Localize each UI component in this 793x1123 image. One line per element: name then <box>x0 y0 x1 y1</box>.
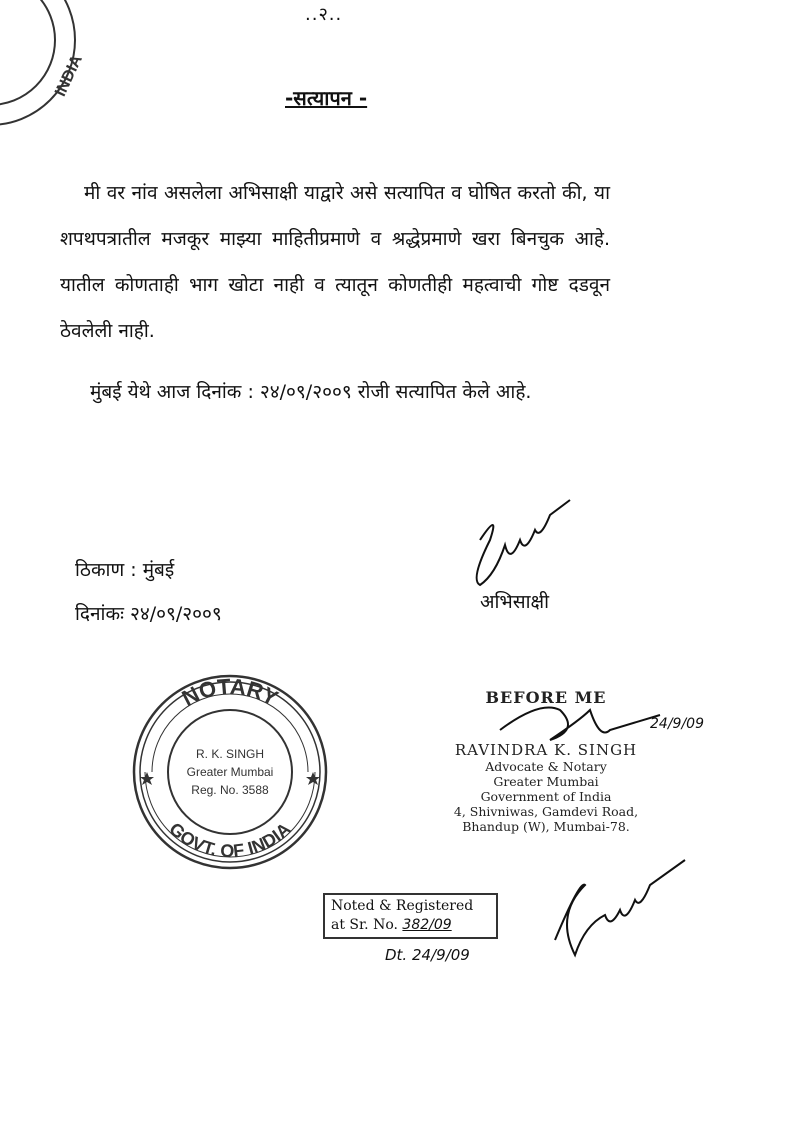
page-title: -सत्यापन - <box>285 86 368 110</box>
notary-line: Greater Mumbai <box>493 774 599 789</box>
notary-line: Bhandup (W), Mumbai-78. <box>462 819 630 834</box>
date: दिनांकः २४/०९/२००९ <box>75 603 222 625</box>
notary-line: Government of India <box>480 789 612 804</box>
main-text-column <box>60 84 610 628</box>
place: ठिकाण : मुंबई <box>75 559 175 581</box>
registration-date: Dt. 24/9/09 <box>385 946 470 964</box>
registration-serial: 382/09 <box>402 917 452 933</box>
registration-line2 <box>331 916 490 935</box>
seal-inner-line: Greater Mumbai <box>186 765 274 779</box>
notary-stamp <box>446 688 646 834</box>
deponent-label: अभिसाक्षी <box>480 591 550 613</box>
registration-stamp <box>323 893 498 939</box>
star-icon <box>140 772 154 785</box>
verification-date-line: मुंबई येथे आज दिनांक : २४/०९/२००९ रोजी सत्यापित केले आहे. <box>90 381 532 403</box>
registration-line1: Noted & Registered <box>331 898 474 914</box>
registration-prefix: at Sr. No. <box>331 917 398 933</box>
verification-paragraph: मी वर नांव असलेला अभिसाक्षी याद्वारे असे सत्यापित व घोषित करतो की, या शपथपत्रातील मजकूर माझ्या माहितीप्रमाणे व श्रद्धेप्रमाणे खरा बिनचुक आहे. यातील कोणताही भाग खोटा नाही व त्यातून कोणतीही महत्वाची गोष्ट दडवून ठेवलेली नाही. <box>60 182 610 342</box>
notary-name: RAVINDRA K. SINGH <box>454 741 638 759</box>
seal-inner-line: R. K. SINGH <box>195 747 265 761</box>
seal-bottom-text: GOVT. OF INDIA <box>165 818 295 862</box>
notary-line: 4, Shivniwas, Gamdevi Road, <box>453 804 639 819</box>
notary-seal <box>134 674 326 868</box>
svg-text:GOVT. OF INDIA <box>165 819 294 862</box>
notary-sign-date: 24/9/09 <box>650 716 704 732</box>
star-icon <box>306 772 320 785</box>
before-me: BEFORE ME <box>485 688 607 707</box>
seal-inner-line: Reg. No. 3588 <box>191 783 269 797</box>
svg-text:NOTARY <box>178 674 283 711</box>
corner-seal-text: INDIA <box>52 52 86 100</box>
page-number: ..२.. <box>305 4 343 25</box>
seal-top-text: NOTARY <box>177 673 283 711</box>
notary-line: Advocate & Notary <box>485 759 607 774</box>
